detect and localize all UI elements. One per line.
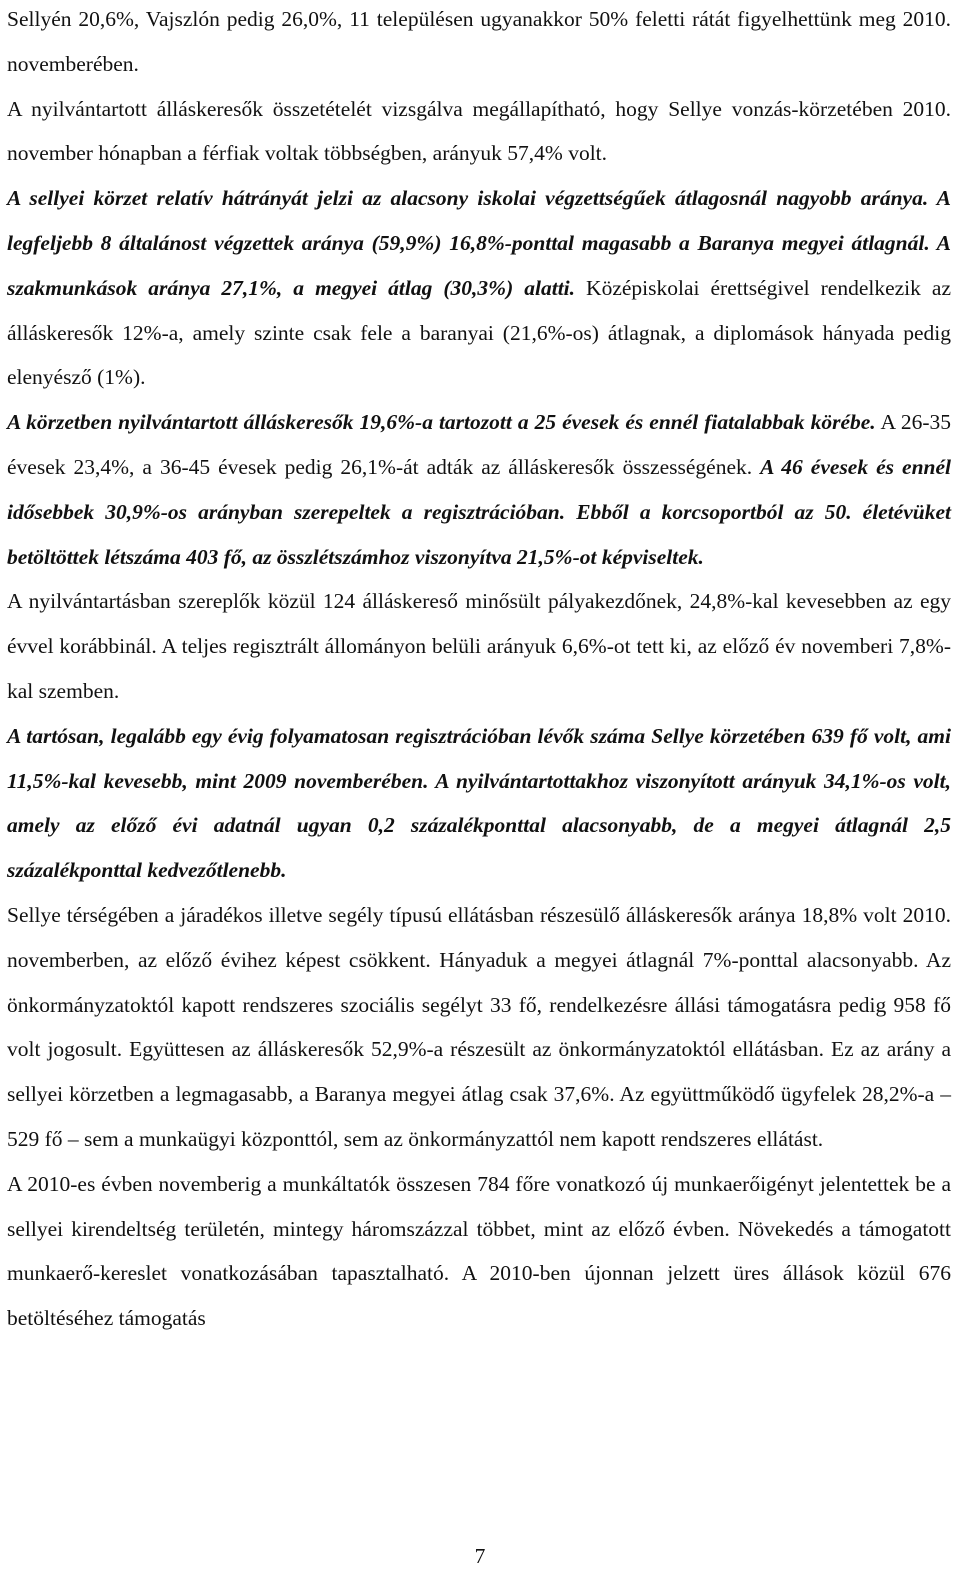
emphasis-older-jobseekers: A 46 évesek és ennél idősebbek 30,9%-os arányban szerepeltek a regisztrációban. Ebből a korcsoportból az 50. életévüket betöltöttek létszáma 403 fő, az összlétszámhoz viszonyítva 21,5%-ot képviseltek. — [7, 454, 951, 569]
text-middle-age-groups: A 26-35 évesek 23,4%, a 36-45 évesek pedig 26,1%-át adták az álláskeresők összességének. — [7, 410, 951, 479]
emphasis-young-jobseekers: A körzetben nyilvántartott álláskeresők 19,6%-a tartozott a 25 évesek és ennél fiatalabbak körébe. — [7, 410, 876, 435]
paragraph-career-starters: A nyilvántartásban szereplők közül 124 álláskereső minősült pályakezdőnek, 24,8%-kal kevesebben az egy évvel korábbinál. A teljes regisztrált állományon belüli arányuk 6,6%-ot tett ki, az előző év novemberi 7,8%-kal szemben. — [7, 589, 951, 703]
emphasis-education-disadvantage: A sellyei körzet relatív hátrányát jelzi az alacsony iskolai végzettségűek átlagosnál nagyobb aránya. A legfeljebb 8 általánost végzettek aránya (59,9%) 16,8%-ponttal magasabb a Baranya megyei átlagnál. A szakmunkások aránya 27,1%, a megyei átlag (30,3%) alatti. — [7, 186, 951, 300]
paragraph-age-groups — [7, 400, 951, 579]
text-secondary-education: Középiskolai érettségivel rendelkezik az álláskeresők 12%-a, amely szinte csak fele a baranyai (21,6%-os) átlagnak, a diplomások hányada pedig elenyésző (1%). — [7, 275, 951, 390]
paragraph-benefits: Sellye térségében a járadékos illetve segély típusú ellátásban részesülő álláskeresők aránya 18,8% volt 2010. novemberben, az előző évihez képest csökkent. Hányaduk a megyei átlagnál 7%-ponttal alacsonyabb. Az önkormányzatoktól kapott rendszeres szociális segélyt 33 fő, rendelkezésre állási támogatásra pedig 958 fő volt jogosult. Együttesen az álláskeresők 52,9%-a részesült az önkormányzatoktól ellátásban. Ez az arány a sellyei körzetben a legmagasabb, a Baranya megyei átlag csak 37,6%. Az együttműködő ügyfelek 28,2%-a – 529 fő – sem a munkaügyi központtól, sem az önkormányzattól nem kapott rendszeres ellátást. — [7, 902, 951, 1151]
paragraph-vajszlo-rate: Sellyén 20,6%, Vajszlón pedig 26,0%, 11 településen ugyanakkor 50% feletti rátát figyelhettünk meg 2010. novemberében. — [7, 7, 951, 76]
page-number: 7 — [474, 1544, 486, 1568]
paragraph-education — [7, 176, 951, 400]
paragraph-long-term-unemployed: A tartósan, legalább egy évig folyamatosan regisztrációban lévők száma Sellye körzetében 639 fő volt, ami 11,5%-kal kevesebb, mint 2009 novemberében. A nyilvántartottakhoz viszonyított arányuk 34,1%-os volt, amely az előző évi adatnál ugyan 0,2 százalékponttal alacsonyabb, de a megyei átlagnál 2,5 százalékponttal kedvezőtlenebb. — [7, 723, 951, 883]
paragraph-gender-composition: A nyilvántartott álláskeresők összetételét vizsgálva megállapítható, hogy Sellye vonzás-körzetében 2010. november hónapban a férfiak voltak többségben, arányuk 57,4% volt. — [7, 96, 951, 166]
body-text — [7, 0, 951, 1341]
paragraph-labour-demand: A 2010-es évben novemberig a munkáltatók összesen 784 főre vonatkozó új munkaerőigényt jelentettek be a sellyei kirendeltség területén, mintegy háromszázzal többet, mint az előző évben. Növekedés a támogatott munkaerő-kereslet vonatkozásában tapasztalható. A 2010-ben újonnan jelzett üres állások közül 676 betöltéséhez támogatás — [7, 1171, 951, 1331]
